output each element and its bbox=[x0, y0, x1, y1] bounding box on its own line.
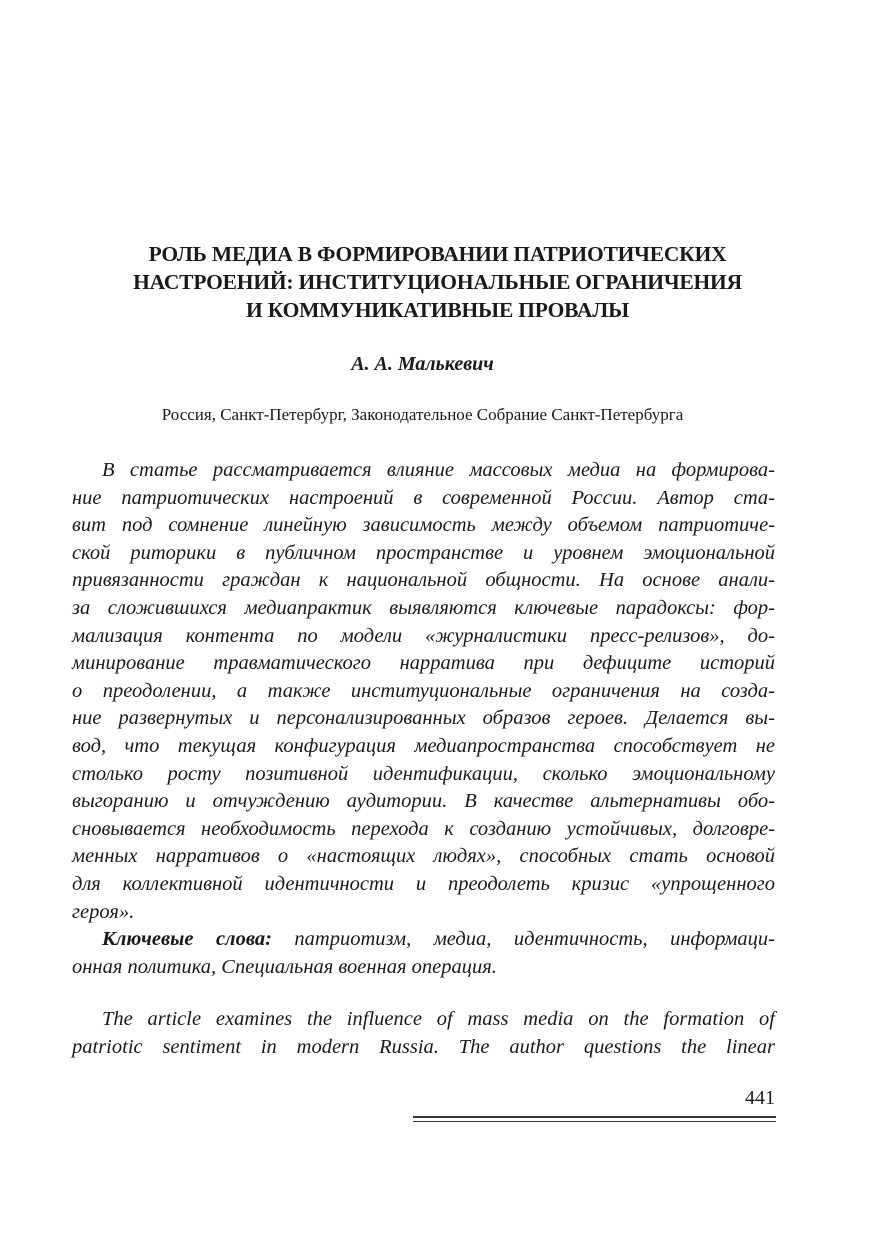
abstract-line: героя». bbox=[72, 900, 135, 923]
title-line: НАСТРОЕНИЙ: ИНСТИТУЦИОНАЛЬНЫЕ ОГРАНИЧЕНИЯ bbox=[133, 270, 742, 294]
abstract-line: В статье рассматривается влияние массовых медиа на формирова- bbox=[102, 459, 775, 481]
author-name: А. А. Малькевич bbox=[351, 353, 494, 375]
abstract-line: сновывается необходимость перехода к созданию устойчивых, долговре- bbox=[72, 817, 775, 840]
abstract-english bbox=[72, 1006, 775, 1061]
abstract-line: минирование травматического нарратива при дефиците историй bbox=[72, 652, 775, 675]
abstract-line: The article examines the influence of mass media on the formation of bbox=[102, 1008, 775, 1030]
abstract-line: вод, что текущая конфигурация медиапространства способствует не bbox=[72, 734, 775, 757]
footer-double-rule bbox=[413, 1116, 776, 1123]
keywords-line bbox=[72, 926, 775, 954]
abstract-line: patriotic sentiment in modern Russia. The author questions the linear bbox=[72, 1035, 775, 1058]
abstract-line: выгоранию и отчуждению аудитории. В качестве альтернативы обо- bbox=[72, 790, 775, 813]
title-line: И КОММУНИКАТИВНЫЕ ПРОВАЛЫ bbox=[246, 298, 629, 322]
abstract-line: вит под сомнение линейную зависимость между объемом патриотиче- bbox=[72, 514, 775, 537]
abstract-line: ние патриотических настроений в современной России. Автор ста- bbox=[72, 486, 775, 509]
abstract-line: ние развернутых и персонализированных образов героев. Делается вы- bbox=[72, 707, 775, 730]
abstract-line: о преодолении, а также институциональные ограничения на созда- bbox=[72, 679, 775, 702]
footer-rule-thick bbox=[413, 1116, 776, 1118]
keywords-label: Ключевые слова: bbox=[102, 928, 272, 951]
abstract-line: столько росту позитивной идентификации, сколько эмоциональному bbox=[72, 762, 775, 785]
abstract-line: для коллективной идентичности и преодолеть кризис «упрощенного bbox=[72, 872, 775, 895]
title-line: РОЛЬ МЕДИА В ФОРМИРОВАНИИ ПАТРИОТИЧЕСКИХ bbox=[148, 242, 727, 266]
page-number: 441 bbox=[745, 1087, 775, 1109]
abstract-line: за сложившихся медиапрактик выявляются ключевые парадоксы: фор- bbox=[72, 596, 775, 619]
author-affiliation: Россия, Санкт-Петербург, Законодательное Собрание Санкт-Петербурга bbox=[161, 405, 684, 424]
abstract-line: привязанности граждан к национальной общности. На основе анали- bbox=[72, 569, 775, 592]
keywords-text: патриотизм, медиа, идентичность, информаци- bbox=[271, 928, 775, 951]
abstract-line: менных нарративов о «настоящих людях», способных стать основой bbox=[72, 845, 775, 868]
keywords-line: онная политика, Специальная военная операция. bbox=[72, 955, 497, 978]
abstract-line: ской риторики в публичном пространстве и уровнем эмоциональной bbox=[72, 541, 775, 564]
footer-rule-thin bbox=[413, 1121, 776, 1122]
article-title bbox=[70, 240, 805, 324]
abstract-russian bbox=[72, 457, 775, 981]
abstract-line: мализация контента по модели «журналистики пресс-релизов», до- bbox=[72, 624, 775, 647]
